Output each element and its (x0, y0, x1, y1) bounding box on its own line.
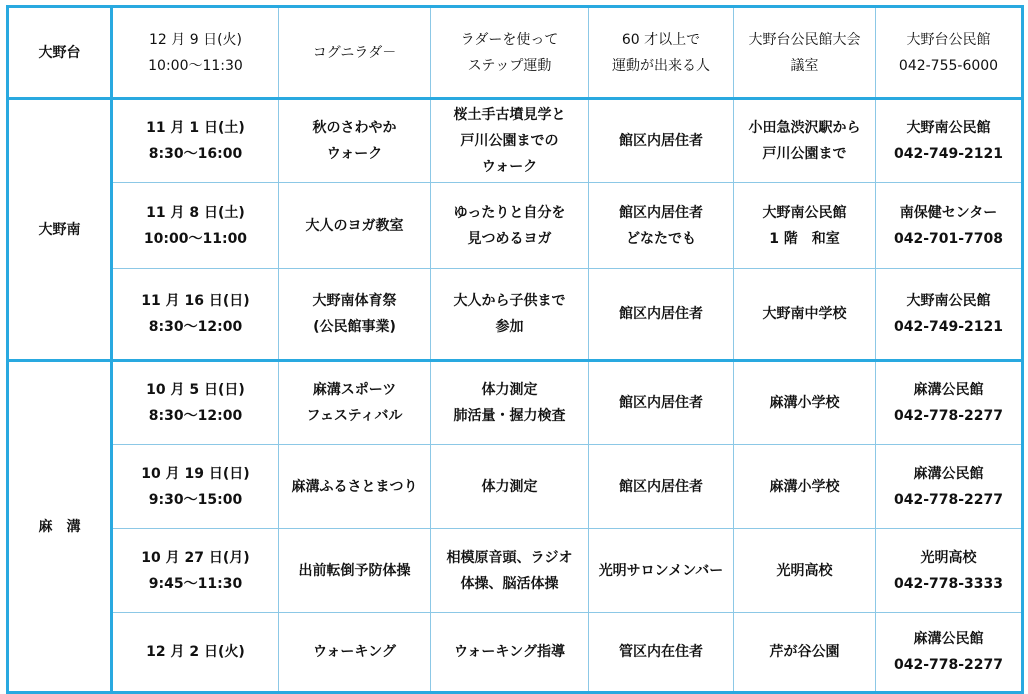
content-cell: 大人から子供まで 参加 (431, 269, 589, 361)
contact-cell: 大野台公民館 042-755-6000 (876, 7, 1023, 99)
contact-cell: 光明高校 042-778-3333 (876, 529, 1023, 613)
content-cell: 体力測定 (431, 445, 589, 529)
date-time-cell: 12 月 2 日(火) (112, 613, 279, 693)
target-cell: 館区内居住者 (589, 445, 734, 529)
target-cell: 60 才以上で 運動が出来る人 (589, 7, 734, 99)
target-cell: 管区内在住者 (589, 613, 734, 693)
date-time-cell: 10 月 27 日(月) 9:45～11:30 (112, 529, 279, 613)
content-cell: 相模原音頭、ラジオ 体操、脳活体操 (431, 529, 589, 613)
event-name-cell: ウォーキング (279, 613, 431, 693)
district-cell: 大野南 (8, 99, 112, 361)
table-row (8, 529, 1023, 613)
content-cell: 体力測定 肺活量・握力検査 (431, 361, 589, 445)
contact-cell: 麻溝公民館 042-778-2277 (876, 613, 1023, 693)
contact-cell: 南保健センター 042-701-7708 (876, 183, 1023, 269)
target-cell: 館区内居住者 (589, 361, 734, 445)
table-row (8, 361, 1023, 445)
contact-cell: 大野南公民館 042-749-2121 (876, 269, 1023, 361)
table-row (8, 99, 1023, 183)
target-cell: 光明サロンメンバー (589, 529, 734, 613)
content-cell: ウォーキング指導 (431, 613, 589, 693)
date-time-cell: 10 月 19 日(日) 9:30～15:00 (112, 445, 279, 529)
place-cell: 大野南中学校 (734, 269, 876, 361)
table-row (8, 269, 1023, 361)
event-name-cell: 大野南体育祭 (公民館事業) (279, 269, 431, 361)
place-cell: 小田急渋沢駅から 戸川公園まで (734, 99, 876, 183)
date-time-cell: 11 月 16 日(日) 8:30～12:00 (112, 269, 279, 361)
event-name-cell: 秋のさわやか ウォーク (279, 99, 431, 183)
contact-cell: 麻溝公民館 042-778-2277 (876, 361, 1023, 445)
content-cell: ラダーを使って ステップ運動 (431, 7, 589, 99)
content-cell: 桜土手古墳見学と 戸川公園までの ウォーク (431, 99, 589, 183)
place-cell: 大野台公民館大会 議室 (734, 7, 876, 99)
date-time-cell: 11 月 1 日(土) 8:30～16:00 (112, 99, 279, 183)
event-name-cell: 出前転倒予防体操 (279, 529, 431, 613)
place-cell: 麻溝小学校 (734, 361, 876, 445)
place-cell: 光明高校 (734, 529, 876, 613)
table-row (8, 7, 1023, 99)
date-time-cell: 11 月 8 日(土) 10:00～11:00 (112, 183, 279, 269)
contact-cell: 大野南公民館 042-749-2121 (876, 99, 1023, 183)
table-row (8, 445, 1023, 529)
event-name-cell: コグニラダ－ (279, 7, 431, 99)
events-table (6, 5, 1024, 694)
place-cell: 大野南公民館 1 階 和室 (734, 183, 876, 269)
event-name-cell: 大人のヨガ教室 (279, 183, 431, 269)
date-time-cell: 10 月 5 日(日) 8:30～12:00 (112, 361, 279, 445)
district-cell: 麻 溝 (8, 361, 112, 693)
place-cell: 芹が谷公園 (734, 613, 876, 693)
target-cell: 館区内居住者 (589, 269, 734, 361)
target-cell: 館区内居住者 (589, 99, 734, 183)
content-cell: ゆったりと自分を 見つめるヨガ (431, 183, 589, 269)
district-cell: 大野台 (8, 7, 112, 99)
event-name-cell: 麻溝スポーツ フェスティバル (279, 361, 431, 445)
target-cell: 館区内居住者 どなたでも (589, 183, 734, 269)
table-row (8, 183, 1023, 269)
table-row (8, 613, 1023, 693)
contact-cell: 麻溝公民館 042-778-2277 (876, 445, 1023, 529)
date-time-cell: 12 月 9 日(火) 10:00～11:30 (112, 7, 279, 99)
event-name-cell: 麻溝ふるさとまつり (279, 445, 431, 529)
place-cell: 麻溝小学校 (734, 445, 876, 529)
